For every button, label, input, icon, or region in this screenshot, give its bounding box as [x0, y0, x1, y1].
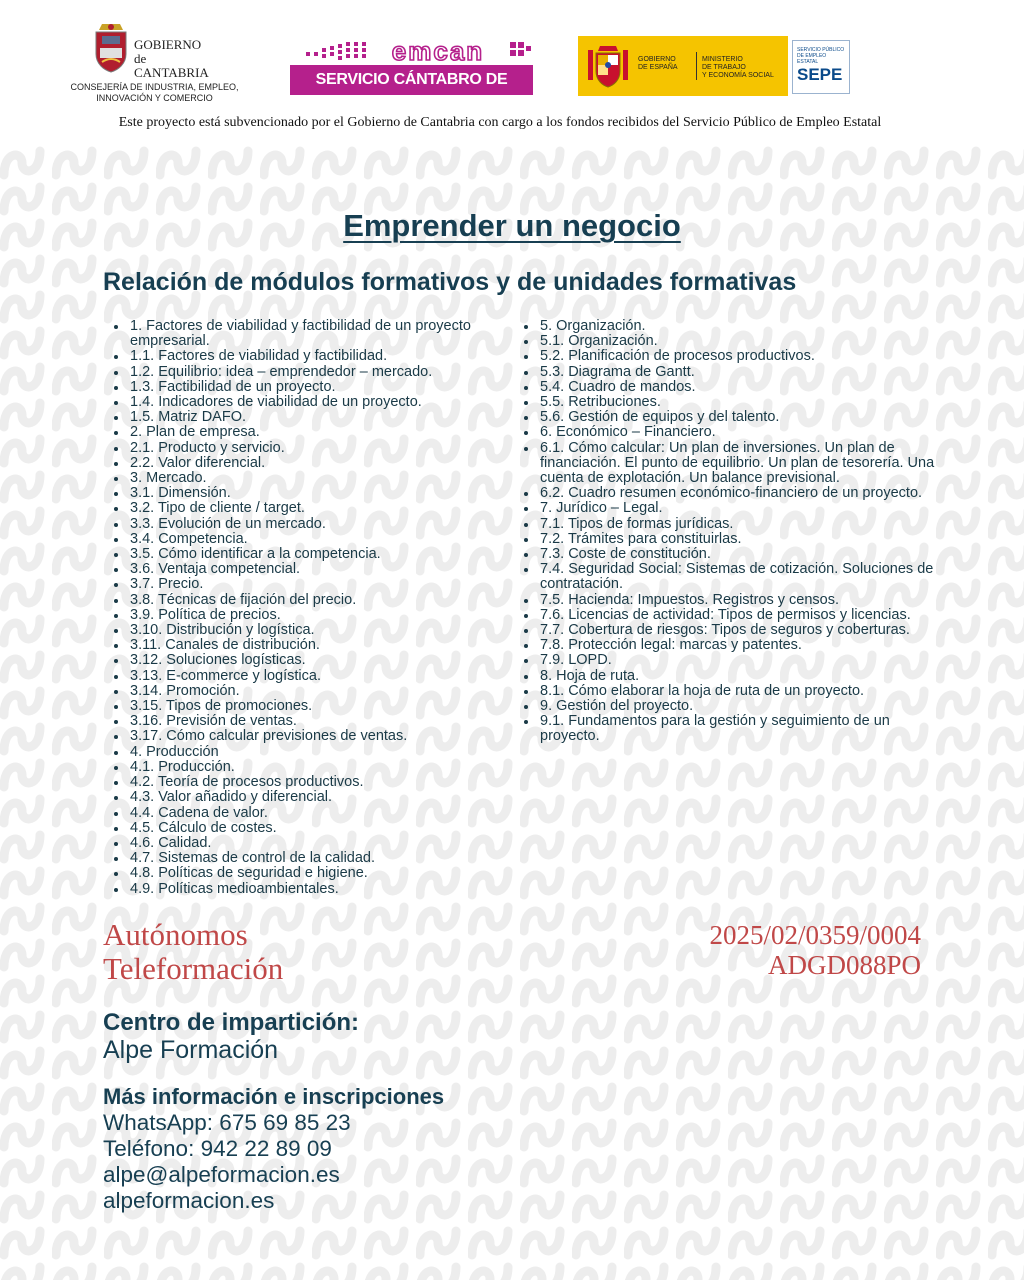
module-item: 3.9. Política de precios. — [130, 608, 538, 623]
module-item: 7. Jurídico – Legal. — [540, 501, 940, 516]
module-item: 3.4. Competencia. — [130, 532, 538, 547]
center-label: Centro de impartición: — [103, 1009, 360, 1036]
module-item: 6.1. Cómo calcular: Un plan de inversiones. Un plan de financiación. El punto de equilibrio. Un plan de tesorería. Una cuenta de explotación. Un balance previsional. — [540, 441, 940, 487]
module-item: 6.2. Cuadro resumen económico-financiero de un proyecto. — [540, 486, 940, 501]
module-item: 1.1. Factores de viabilidad y factibilidad. — [130, 349, 538, 364]
cantabria-name-line: GOBIERNO — [134, 37, 202, 52]
module-item: 3.6. Ventaja competencial. — [130, 562, 538, 577]
cantabria-department-line: CONSEJERÍA DE INDUSTRIA, EMPLEO, — [70, 82, 239, 92]
module-item: 5.1. Organización. — [540, 334, 940, 349]
module-item: 2.2. Valor diferencial. — [130, 456, 538, 471]
module-item: 3.14. Promoción. — [130, 684, 538, 699]
module-item: 8.1. Cómo elaborar la hoja de ruta de un proyecto. — [540, 684, 940, 699]
module-item: 3. Mercado. — [130, 471, 538, 486]
module-item: 3.13. E-commerce y logística. — [130, 669, 538, 684]
cantabria-department-line: INNOVACIÓN Y COMERCIO — [96, 93, 213, 103]
module-item: 3.8. Técnicas de fijación del precio. — [130, 593, 538, 608]
emcan-bar-text: SERVICIO CÁNTABRO DE EMPLEO — [290, 65, 533, 95]
module-item: 4.3. Valor añadido y diferencial. — [130, 790, 538, 805]
ministerio-line: MINISTERIO — [702, 56, 743, 63]
module-item: 7.3. Coste de constitución. — [540, 547, 940, 562]
center-name: Alpe Formación — [103, 1036, 279, 1064]
module-item: 4.1. Producción. — [130, 760, 538, 775]
module-item: 9.1. Fundamentos para la gestión y seguimiento de un proyecto. — [540, 714, 940, 744]
gobierno-espana-line: DE ESPAÑA — [638, 64, 678, 71]
module-item: 4. Producción — [130, 745, 538, 760]
module-item: 2. Plan de empresa. — [130, 425, 538, 440]
module-item: 7.8. Protección legal: marcas y patentes. — [540, 638, 940, 653]
module-item: 5.2. Planificación de procesos productivos. — [540, 349, 940, 364]
module-item: 1.5. Matriz DAFO. — [130, 410, 538, 425]
module-item: 3.5. Cómo identificar a la competencia. — [130, 547, 538, 562]
contact-info — [103, 1110, 351, 1214]
cantabria-name-line: CANTABRIA — [134, 65, 209, 80]
sepe-small-line: SERVICIO PÚBLICO — [797, 47, 845, 53]
module-item: 5.3. Diagrama de Gantt. — [540, 365, 940, 380]
course-specialty: ADGD088PO — [767, 950, 921, 980]
module-item: 7.7. Cobertura de riesgos: Tipos de seguros y coberturas. — [540, 623, 940, 638]
contact-label: Más información e inscripciones — [103, 1084, 445, 1109]
module-item: 3.2. Tipo de cliente / target. — [130, 501, 538, 516]
module-item: 5.6. Gestión de equipos y del talento. — [540, 410, 940, 425]
module-item: 3.11. Canales de distribución. — [130, 638, 538, 653]
module-item: 6. Económico – Financiero. — [540, 425, 940, 440]
contact-email: alpe@alpeformacion.es — [103, 1162, 340, 1187]
modality — [103, 918, 283, 986]
modules-list-right — [514, 319, 940, 745]
modality-line: Autónomos — [103, 917, 248, 952]
sepe-small-line: DE EMPLEO ESTATAL — [797, 53, 827, 65]
module-item: 4.2. Teoría de procesos productivos. — [130, 775, 538, 790]
course-subtitle: Relación de módulos formativos y de unidades formativas — [103, 268, 797, 296]
module-item: 1.4. Indicadores de viabilidad de un proyecto. — [130, 395, 538, 410]
cantabria-name-line: de — [134, 51, 147, 66]
subsidy-notice: Este proyecto está subvencionado por el Gobierno de Cantabria con cargo a los fondos recibidos del Servicio Público de Empleo Estatal — [118, 115, 882, 130]
module-item: 3.12. Soluciones logísticas. — [130, 653, 538, 668]
module-item: 3.1. Dimensión. — [130, 486, 538, 501]
course-code: 2025/02/0359/0004 — [709, 920, 921, 950]
module-item: 7.4. Seguridad Social: Sistemas de cotización. Soluciones de contratación. — [540, 562, 940, 592]
contact-whatsapp: WhatsApp: 675 69 85 23 — [103, 1110, 351, 1135]
contact-website: alpeformacion.es — [103, 1188, 275, 1213]
modality-line: Teleformación — [103, 951, 284, 986]
module-item: 7.1. Tipos de formas jurídicas. — [540, 517, 940, 532]
module-item: 7.2. Trámites para constituirlas. — [540, 532, 940, 547]
module-item: 7.6. Licencias de actividad: Tipos de permisos y licencias. — [540, 608, 940, 623]
module-item: 4.8. Políticas de seguridad e higiene. — [130, 866, 538, 881]
ministerio-line: Y ECONOMÍA SOCIAL — [702, 72, 774, 79]
module-item: 4.4. Cadena de valor. — [130, 806, 538, 821]
module-item: 5.4. Cuadro de mandos. — [540, 380, 940, 395]
module-item: 3.16. Previsión de ventas. — [130, 714, 538, 729]
module-item: 4.9. Políticas medioambientales. — [130, 882, 538, 897]
module-item: 4.5. Cálculo de costes. — [130, 821, 538, 836]
modules-list-left — [104, 319, 538, 897]
module-item: 3.7. Precio. — [130, 577, 538, 592]
module-item: 3.15. Tipos de promociones. — [130, 699, 538, 714]
gobierno-espana-line: GOBIERNO — [638, 56, 676, 63]
module-item: 7.5. Hacienda: Impuestos. Registros y censos. — [540, 593, 940, 608]
module-item: 8. Hoja de ruta. — [540, 669, 940, 684]
module-item: 1.2. Equilibrio: idea – emprendedor – mercado. — [130, 365, 538, 380]
contact-phone: Teléfono: 942 22 89 09 — [103, 1136, 332, 1161]
module-item: 9. Gestión del proyecto. — [540, 699, 940, 714]
module-item: 1. Factores de viabilidad y factibilidad de un proyecto empresarial. — [130, 319, 538, 349]
module-item: 3.17. Cómo calcular previsiones de ventas. — [130, 729, 538, 744]
course-title: Emprender un negocio — [343, 208, 681, 243]
module-item: 2.1. Producto y servicio. — [130, 441, 538, 456]
module-item: 1.3. Factibilidad de un proyecto. — [130, 380, 538, 395]
course-codes — [709, 920, 921, 980]
module-item: 3.3. Evolución de un mercado. — [130, 517, 538, 532]
sepe-acronym: SEPE — [797, 65, 843, 84]
module-item: 3.10. Distribución y logística. — [130, 623, 538, 638]
ministerio-line: DE TRABAJO — [702, 64, 746, 71]
module-item: 4.7. Sistemas de control de la calidad. — [130, 851, 538, 866]
module-item: 5. Organización. — [540, 319, 940, 334]
module-item: 4.6. Calidad. — [130, 836, 538, 851]
module-item: 5.5. Retribuciones. — [540, 395, 940, 410]
module-item: 7.9. LOPD. — [540, 653, 940, 668]
emcan-wordmark-text: emcan — [391, 38, 485, 64]
